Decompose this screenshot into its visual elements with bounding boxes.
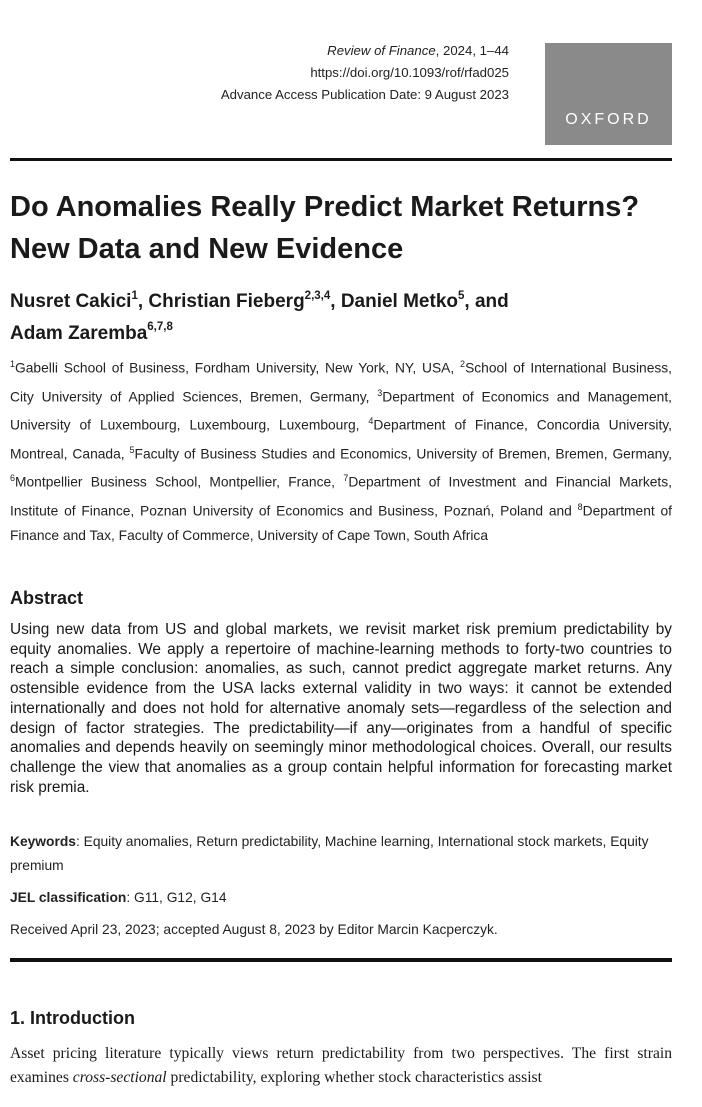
received-line: Received April 23, 2023; accepted August 8, 2023 by Editor Marcin Kacperczyk. bbox=[10, 922, 498, 937]
keywords bbox=[10, 830, 672, 878]
author: Christian Fieberg$^{2,3,4}$, bbox=[148, 290, 341, 313]
author: Daniel Metko$^5$, and bbox=[340, 290, 509, 313]
introduction-text: Asset pricing literature typically views return predictability from two perspectives. The first strain examines cross-sectional predictability, exploring whether stock characteristics assist bbox=[10, 1045, 672, 1086]
jel-classification bbox=[10, 886, 672, 910]
jel-codes: : G11, G12, G14 bbox=[126, 890, 227, 905]
author: Adam Zaremba$^{6,7,8}$ bbox=[10, 321, 173, 344]
doi-link[interactable]: https://doi.org/10.1093/rof/rfad025 bbox=[310, 65, 509, 80]
journal-meta bbox=[221, 40, 509, 106]
oxford-logo bbox=[545, 43, 672, 145]
keywords-label: Keywords bbox=[10, 834, 76, 849]
citation-line bbox=[221, 40, 509, 62]
author-list bbox=[10, 284, 672, 347]
header-rule bbox=[10, 158, 672, 161]
affiliations: $^1$Gabelli School of Business, Fordham University, New York, NY, USA, $^2$School of International Business, City University of Applied Sciences, Bremen, Germany, $^3$Department of Economics and Management, University of Luxembourg, Luxembourg, Luxembourg, $^4$Department of Finance, Concordia University, Montreal, Canada, $^5$Faculty of Business Studies and Economics, University of Bremen, Bremen, Germany, $^6$Montpellier Business School, Montpellier, France, $^7$Department of Investment and Financial Markets, Institute of Finance, Poznan University of Economics and Business, Poznań, Poland and $^8$Department of Finance and Tax, Faculty of Commerce, University of Cape Town, South Africa bbox=[10, 359, 673, 543]
abstract-heading: Abstract bbox=[10, 588, 84, 608]
section-rule bbox=[10, 958, 672, 962]
keywords-text: : Equity anomalies, Return predictability, Machine learning, International stock markets, Equity premium bbox=[10, 834, 649, 873]
introduction-heading: 1. Introduction bbox=[10, 1008, 135, 1028]
journal-name: Review of Finance bbox=[327, 43, 436, 58]
author: Nusret Cakici$^1$, bbox=[10, 290, 149, 313]
abstract-text: Using new data from US and global markets, we revisit market risk premium predictability by equity anomalies. We apply a repertoire of machine-learning methods to forty-two countries to reach a simple conclusion: anomalies, as such, cannot predict aggregate market returns. Any ostensible evidence from the USA lacks external validity in two ways: it cannot be extended internationally and does not hold for alternative anomaly sets—regardless of the selection and design of factor strategies. The predictability—if any—originates from a handful of specific anomalies and depends heavily on seemingly minor methodological choices. Overall, our results challenge the view that anomalies as a group contain helpful information for forecasting market risk premia. bbox=[10, 621, 672, 796]
volume-pages: , 2024, 1–44 bbox=[435, 43, 509, 58]
article-title: Do Anomalies Really Predict Market Returns? New Data and New Evidence bbox=[10, 191, 640, 265]
jel-label: JEL classification bbox=[10, 890, 127, 905]
oxford-logo-text: OXFORD bbox=[565, 111, 652, 128]
advance-access-date: Advance Access Publication Date: 9 August 2023 bbox=[220, 87, 509, 102]
